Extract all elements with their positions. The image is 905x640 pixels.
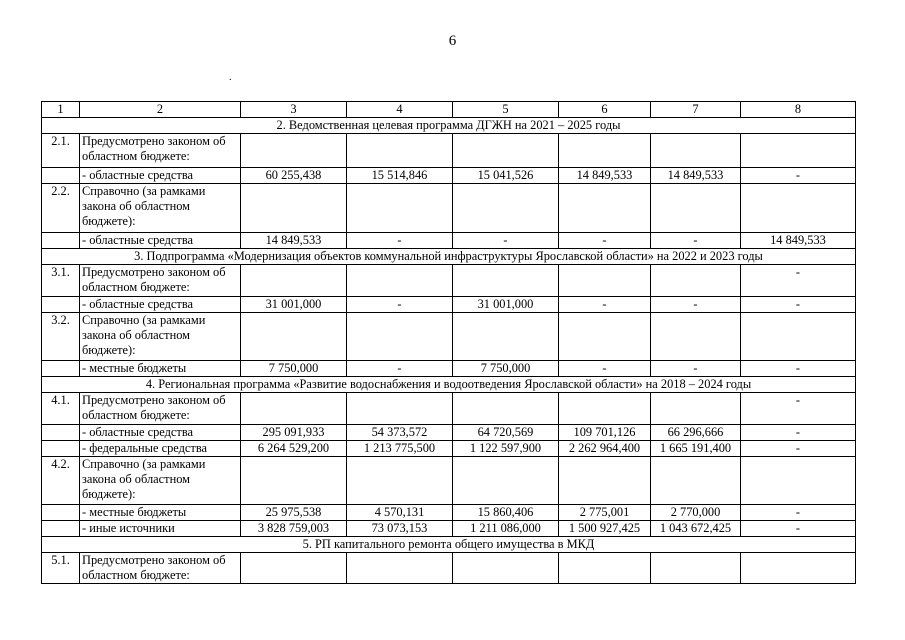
table-cell bbox=[347, 265, 453, 297]
table-cell bbox=[453, 184, 559, 233]
column-header: 1 bbox=[42, 102, 80, 118]
value-cell: - bbox=[741, 361, 856, 377]
value-cell: 295 091,933 bbox=[241, 425, 347, 441]
row-label: Предусмотрено законом об областном бюджете: bbox=[80, 393, 241, 425]
section-title: 2. Ведомственная целевая программа ДГЖН на 2021 – 2025 годы bbox=[42, 118, 856, 134]
value-cell: 14 849,533 bbox=[651, 168, 741, 184]
table-cell bbox=[453, 313, 559, 361]
table-row bbox=[42, 521, 856, 537]
table-row bbox=[42, 361, 856, 377]
table-cell bbox=[741, 313, 856, 361]
value-cell: 15 860,406 bbox=[453, 505, 559, 521]
table-row bbox=[42, 168, 856, 184]
row-label: Справочно (за рамками закона об областном бюджете): bbox=[80, 457, 241, 505]
table-cell bbox=[651, 393, 741, 425]
row-label: Предусмотрено законом об областном бюджете: bbox=[80, 134, 241, 168]
table-cell bbox=[42, 441, 80, 457]
table-cell bbox=[741, 184, 856, 233]
table-cell bbox=[347, 553, 453, 584]
value-cell: 14 849,533 bbox=[559, 168, 651, 184]
table-row bbox=[42, 233, 856, 249]
table-cell bbox=[347, 134, 453, 168]
value-cell: 2 775,001 bbox=[559, 505, 651, 521]
table-cell bbox=[453, 265, 559, 297]
value-cell: - bbox=[559, 233, 651, 249]
value-cell: - bbox=[741, 297, 856, 313]
row-label: Предусмотрено законом об областном бюджете: bbox=[80, 553, 241, 584]
row-number: 2.1. bbox=[42, 134, 80, 168]
column-header: 6 bbox=[559, 102, 651, 118]
row-label: - областные средства bbox=[80, 425, 241, 441]
column-header: 3 bbox=[241, 102, 347, 118]
row-label: - иные источники bbox=[80, 521, 241, 537]
table-cell bbox=[42, 297, 80, 313]
table-row bbox=[42, 297, 856, 313]
table-cell bbox=[347, 457, 453, 505]
value-cell: - bbox=[741, 265, 856, 297]
row-number: 4.1. bbox=[42, 393, 80, 425]
section-row bbox=[42, 249, 856, 265]
table-cell bbox=[559, 393, 651, 425]
value-cell: 1 211 086,000 bbox=[453, 521, 559, 537]
value-cell: 7 750,000 bbox=[453, 361, 559, 377]
table-row bbox=[42, 425, 856, 441]
value-cell: - bbox=[347, 233, 453, 249]
table-cell bbox=[42, 521, 80, 537]
value-cell: 109 701,126 bbox=[559, 425, 651, 441]
value-cell: - bbox=[741, 425, 856, 441]
section-row bbox=[42, 377, 856, 393]
value-cell: 54 373,572 bbox=[347, 425, 453, 441]
table-cell bbox=[453, 134, 559, 168]
value-cell: 15 041,526 bbox=[453, 168, 559, 184]
table-row bbox=[42, 505, 856, 521]
page-number: 6 bbox=[448, 33, 457, 49]
table-cell bbox=[241, 134, 347, 168]
table-cell bbox=[559, 134, 651, 168]
table-cell bbox=[651, 553, 741, 584]
table-cell bbox=[741, 134, 856, 168]
table-cell bbox=[241, 313, 347, 361]
row-label: Справочно (за рамками закона об областном бюджете): bbox=[80, 184, 241, 233]
value-cell: - bbox=[559, 297, 651, 313]
value-cell: - bbox=[453, 233, 559, 249]
value-cell: - bbox=[651, 297, 741, 313]
section-row bbox=[42, 118, 856, 134]
table-cell bbox=[741, 553, 856, 584]
table-cell bbox=[453, 553, 559, 584]
table-row bbox=[42, 553, 856, 584]
row-number: 5.1. bbox=[42, 553, 80, 584]
row-label: - областные средства bbox=[80, 168, 241, 184]
budget-table bbox=[41, 101, 856, 584]
value-cell: 60 255,438 bbox=[241, 168, 347, 184]
column-header-row bbox=[42, 102, 856, 118]
value-cell: 25 975,538 bbox=[241, 505, 347, 521]
column-header: 4 bbox=[347, 102, 453, 118]
table-cell bbox=[559, 553, 651, 584]
column-header: 5 bbox=[453, 102, 559, 118]
value-cell: - bbox=[741, 521, 856, 537]
table-row bbox=[42, 313, 856, 361]
table-cell bbox=[347, 393, 453, 425]
value-cell: 2 770,000 bbox=[651, 505, 741, 521]
table-cell bbox=[453, 457, 559, 505]
row-label: - местные бюджеты bbox=[80, 361, 241, 377]
table-cell bbox=[559, 265, 651, 297]
value-cell: - bbox=[651, 361, 741, 377]
table-cell bbox=[241, 553, 347, 584]
table-cell bbox=[651, 457, 741, 505]
stray-dot: . bbox=[229, 72, 232, 83]
value-cell: 1 213 775,500 bbox=[347, 441, 453, 457]
table-row bbox=[42, 265, 856, 297]
table-cell bbox=[241, 393, 347, 425]
table-cell bbox=[741, 457, 856, 505]
table-row bbox=[42, 393, 856, 425]
value-cell: 3 828 759,003 bbox=[241, 521, 347, 537]
row-label: - областные средства bbox=[80, 233, 241, 249]
value-cell: - bbox=[741, 168, 856, 184]
table-cell bbox=[42, 425, 80, 441]
value-cell: 31 001,000 bbox=[453, 297, 559, 313]
value-cell: 1 043 672,425 bbox=[651, 521, 741, 537]
value-cell: 15 514,846 bbox=[347, 168, 453, 184]
row-label: Справочно (за рамками закона об областном бюджете): bbox=[80, 313, 241, 361]
column-header: 7 bbox=[651, 102, 741, 118]
table-row bbox=[42, 134, 856, 168]
row-number: 3.1. bbox=[42, 265, 80, 297]
table-cell bbox=[559, 184, 651, 233]
table-cell bbox=[241, 457, 347, 505]
section-row bbox=[42, 537, 856, 553]
table-cell bbox=[651, 134, 741, 168]
table-row bbox=[42, 457, 856, 505]
table-row bbox=[42, 184, 856, 233]
row-number: 4.2. bbox=[42, 457, 80, 505]
table-cell bbox=[347, 313, 453, 361]
table-cell bbox=[651, 313, 741, 361]
row-label: - федеральные средства bbox=[80, 441, 241, 457]
value-cell: - bbox=[651, 233, 741, 249]
section-title: 3. Подпрограмма «Модернизация объектов коммунальной инфраструктуры Ярославской области» на 2022 и 2023 годы bbox=[42, 249, 856, 265]
row-label: - местные бюджеты bbox=[80, 505, 241, 521]
row-label: - областные средства bbox=[80, 297, 241, 313]
value-cell: 66 296,666 bbox=[651, 425, 741, 441]
value-cell: 1 500 927,425 bbox=[559, 521, 651, 537]
value-cell: - bbox=[741, 393, 856, 425]
value-cell: - bbox=[347, 297, 453, 313]
value-cell: - bbox=[741, 441, 856, 457]
table-cell bbox=[42, 505, 80, 521]
table-cell bbox=[453, 393, 559, 425]
table-cell bbox=[241, 265, 347, 297]
table-cell bbox=[651, 265, 741, 297]
section-title: 5. РП капитального ремонта общего имущества в МКД bbox=[42, 537, 856, 553]
value-cell: 4 570,131 bbox=[347, 505, 453, 521]
row-number: 2.2. bbox=[42, 184, 80, 233]
table-cell bbox=[42, 361, 80, 377]
value-cell: - bbox=[559, 361, 651, 377]
column-header: 8 bbox=[741, 102, 856, 118]
table-cell bbox=[651, 184, 741, 233]
table-cell bbox=[347, 184, 453, 233]
value-cell: - bbox=[347, 361, 453, 377]
column-header: 2 bbox=[80, 102, 241, 118]
value-cell: 14 849,533 bbox=[241, 233, 347, 249]
value-cell: 73 073,153 bbox=[347, 521, 453, 537]
section-title: 4. Региональная программа «Развитие водоснабжения и водоотведения Ярославской области» на 2018 – 2024 годы bbox=[42, 377, 856, 393]
value-cell: 14 849,533 bbox=[741, 233, 856, 249]
table-cell bbox=[559, 457, 651, 505]
table-row bbox=[42, 441, 856, 457]
value-cell: - bbox=[741, 505, 856, 521]
value-cell: 1 665 191,400 bbox=[651, 441, 741, 457]
value-cell: 1 122 597,900 bbox=[453, 441, 559, 457]
value-cell: 31 001,000 bbox=[241, 297, 347, 313]
table-cell bbox=[42, 168, 80, 184]
table-cell bbox=[559, 313, 651, 361]
table-cell bbox=[42, 233, 80, 249]
row-number: 3.2. bbox=[42, 313, 80, 361]
value-cell: 6 264 529,200 bbox=[241, 441, 347, 457]
row-label: Предусмотрено законом об областном бюджете: bbox=[80, 265, 241, 297]
value-cell: 2 262 964,400 bbox=[559, 441, 651, 457]
value-cell: 7 750,000 bbox=[241, 361, 347, 377]
value-cell: 64 720,569 bbox=[453, 425, 559, 441]
table-cell bbox=[241, 184, 347, 233]
